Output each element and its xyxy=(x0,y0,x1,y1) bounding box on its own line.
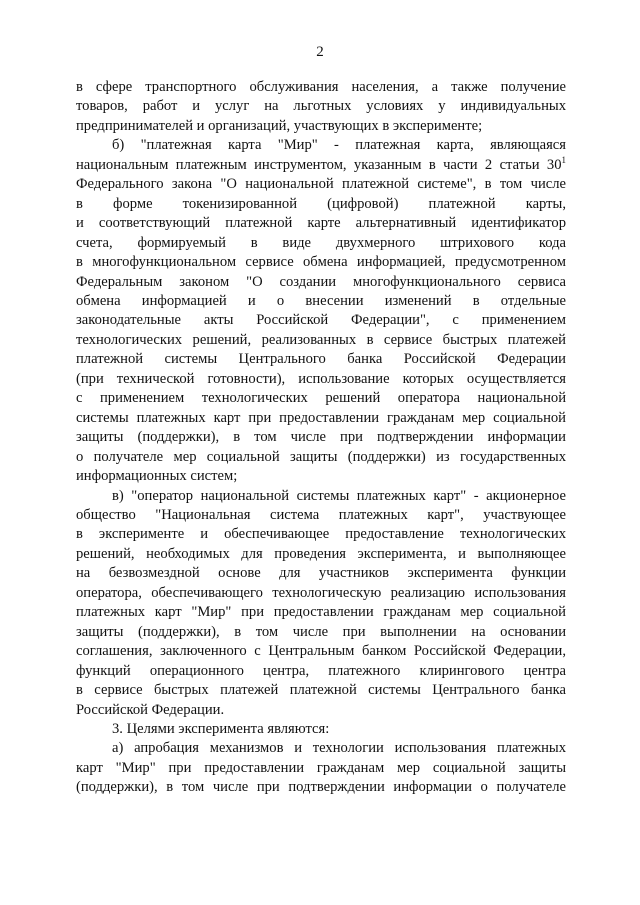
text-line xyxy=(76,370,566,389)
text-line xyxy=(76,195,566,214)
text-line-content: в эксперименте и обеспечивающее предоставление технологических xyxy=(76,526,566,543)
text-line-content: технологических решений, реализованных в сервисе быстрых платежей xyxy=(76,331,566,348)
text-line-content: с применением технологических решений оператора национальной xyxy=(76,390,566,407)
text-line-content: (поддержки), в том числе при подтверждении информации о получателе xyxy=(76,779,566,796)
text-line-content: карт "Мир" при предоставлении гражданам мер социальной защиты xyxy=(76,759,566,776)
text-line xyxy=(76,136,566,155)
text-line xyxy=(76,506,566,525)
text-line-content: национальным платежным инструментом, указанным в части 2 статьи 30 xyxy=(76,156,562,173)
text-line-content: в многофункциональном сервисе обмена информацией, предусмотренном xyxy=(76,254,566,271)
text-line xyxy=(76,214,566,233)
text-line-content: о получателе мер социальной защиты (поддержки) из государственных xyxy=(76,448,566,465)
text-line xyxy=(76,428,566,447)
text-line-content: б) "платежная карта "Мир" - платежная карта, являющаяся xyxy=(112,137,566,154)
text-line-content: функций операционного центра, платежного клирингового центра xyxy=(76,662,566,679)
text-line-content: платежных карт "Мир" при предоставлении гражданам мер социальной xyxy=(76,604,566,621)
text-line xyxy=(76,467,566,486)
document-body xyxy=(76,78,566,798)
text-line-content: общество "Национальная система платежных карт", участвующее xyxy=(76,506,566,523)
text-line xyxy=(76,623,566,642)
text-line-content: в) "оператор национальной системы платежных карт" - акционерное xyxy=(112,487,566,504)
text-line-content: Федеральным законом "О создании многофункционального сервиса xyxy=(76,273,566,290)
text-line xyxy=(76,739,566,758)
superscript: 1 xyxy=(561,154,566,165)
text-line-content: 3. Целями эксперимента являются: xyxy=(112,720,330,737)
text-line-content: защиты (поддержки), в том числе при выполнении на основании xyxy=(76,623,566,640)
text-line-content: предпринимателей и организаций, участвующих в эксперименте; xyxy=(76,117,483,134)
text-line xyxy=(76,759,566,778)
text-line xyxy=(76,487,566,506)
text-line xyxy=(76,603,566,622)
text-line-content: соглашения, заключенного с Центральным банком Российской Федерации, xyxy=(76,643,566,660)
text-line-content: счета, формируемый в виде двухмерного штрихового кода xyxy=(76,234,566,251)
text-line xyxy=(76,331,566,350)
text-line xyxy=(76,701,566,720)
text-line-content: информационных систем; xyxy=(76,468,238,485)
text-line-content: обмена информацией и о внесении изменений в отдельные xyxy=(76,292,566,309)
text-line xyxy=(76,448,566,467)
page-number: 2 xyxy=(316,44,324,60)
text-line-content: а) апробация механизмов и технологии использования платежных xyxy=(112,740,566,757)
text-line xyxy=(76,292,566,311)
text-line xyxy=(76,311,566,330)
text-line xyxy=(76,662,566,681)
text-line xyxy=(76,545,566,564)
text-line xyxy=(76,409,566,428)
text-line xyxy=(76,642,566,661)
text-line-content: на безвозмездной основе для участников эксперимента функции xyxy=(76,565,566,582)
text-line-content: Российской Федерации. xyxy=(76,701,225,718)
text-line-content: в форме токенизированной (цифровой) платежной карты, xyxy=(76,195,566,212)
text-line xyxy=(76,584,566,603)
text-line xyxy=(76,78,566,97)
text-line xyxy=(76,234,566,253)
text-line-content: оператора, обеспечивающего технологическую реализацию использования xyxy=(76,584,566,601)
text-line xyxy=(76,720,566,739)
text-line-content: товаров, работ и услуг на льготных условиях у индивидуальных xyxy=(76,98,566,115)
text-line-content: системы платежных карт при предоставлении гражданам мер социальной xyxy=(76,409,566,426)
text-line xyxy=(76,253,566,272)
text-line-content: (при технической готовности), использование которых осуществляется xyxy=(76,370,566,387)
text-line xyxy=(76,525,566,544)
text-line-content: законодательные акты Российской Федерации", с применением xyxy=(76,312,566,329)
text-line xyxy=(76,97,566,116)
text-line-content: платежной системы Центрального банка Российской Федерации xyxy=(76,351,566,368)
text-line-content: решений, необходимых для проведения эксперимента, и выполняющее xyxy=(76,545,566,562)
text-line xyxy=(76,350,566,369)
text-line-content: и соответствующий платежной карте альтернативный идентификатор xyxy=(76,215,566,232)
text-line-content: защиты (поддержки), в том числе при подтверждении информации xyxy=(76,429,566,446)
text-line-content: в сервисе быстрых платежей платежной системы Центрального банка xyxy=(76,682,566,699)
text-line xyxy=(76,389,566,408)
text-line xyxy=(76,273,566,292)
text-line xyxy=(76,156,566,175)
text-line xyxy=(76,117,566,136)
text-line xyxy=(76,681,566,700)
text-line xyxy=(76,175,566,194)
text-line-content: Федерального закона "О национальной платежной системе", в том числе xyxy=(76,176,566,193)
text-line-content: в сфере транспортного обслуживания населения, а также получение xyxy=(76,79,566,95)
text-line xyxy=(76,778,566,797)
text-line xyxy=(76,564,566,583)
